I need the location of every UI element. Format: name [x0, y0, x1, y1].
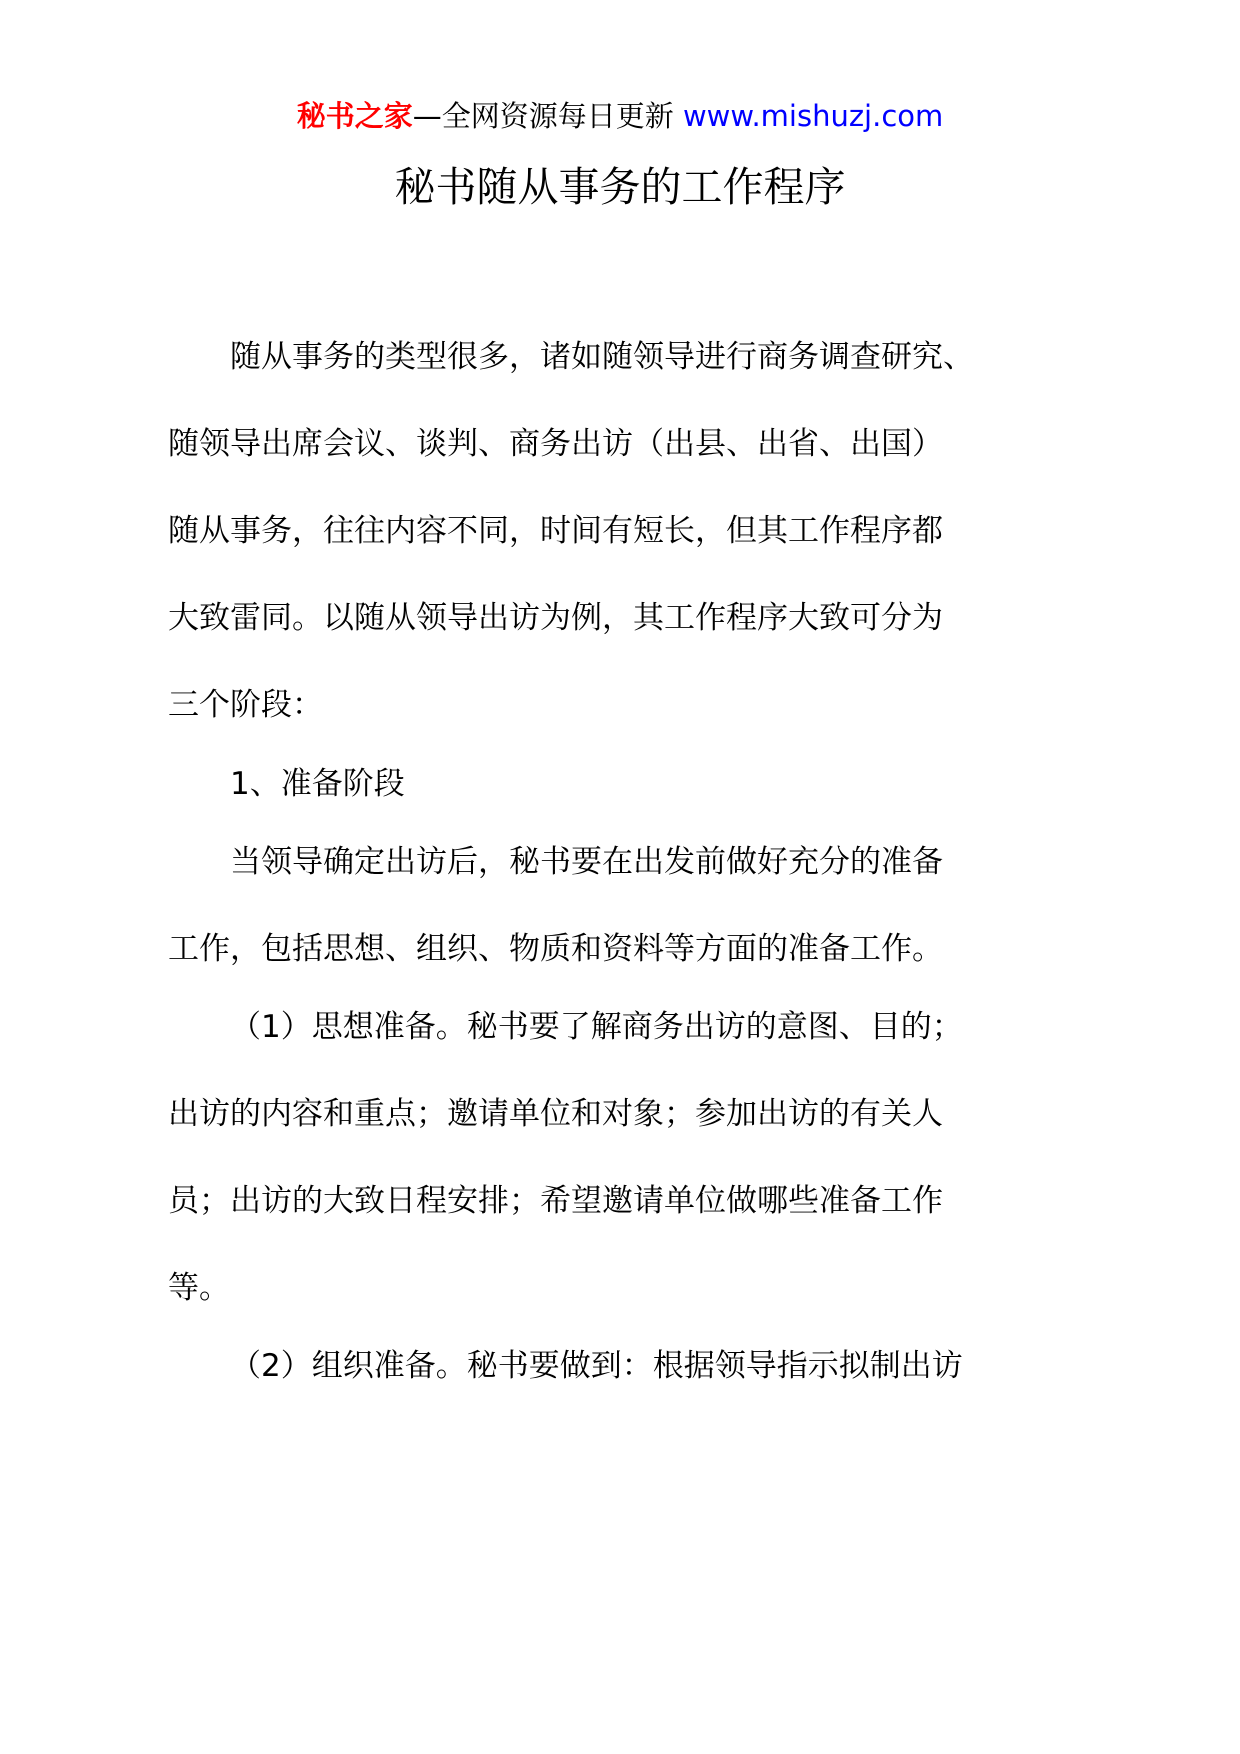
site-brand: 秘书之家	[296, 99, 413, 133]
body-line: 出访的内容和重点；邀请单位和对象；参加出访的有关人	[168, 1096, 943, 1132]
body-line: 随从事务，往往内容不同，时间有短长，但其工作程序都	[168, 513, 943, 549]
document-title: 秘书随从事务的工作程序	[394, 163, 846, 211]
section-heading: 1、准备阶段	[230, 766, 405, 802]
body-line: 大致雷同。以随从领导出访为例，其工作程序大致可分为	[168, 600, 943, 636]
body-line: 等。	[168, 1270, 230, 1306]
site-tagline: —全网资源每日更新	[412, 99, 674, 133]
body-line: 随从事务的类型很多，诸如随领导进行商务调查研究、	[230, 339, 974, 375]
site-header	[0, 98, 1240, 134]
body-line: 随领导出席会议、谈判、商务出访（出县、出省、出国）	[168, 426, 943, 462]
body-line: 工作，包括思想、组织、物质和资料等方面的准备工作。	[168, 931, 943, 967]
body-line: （1）思想准备。秘书要了解商务出访的意图、目的；	[230, 1009, 963, 1045]
body-line: 员；出访的大致日程安排；希望邀请单位做哪些准备工作	[168, 1183, 943, 1219]
body-line: 当领导确定出访后，秘书要在出发前做好充分的准备	[230, 844, 943, 880]
body-line: 三个阶段：	[168, 687, 323, 723]
body-line: （2）组织准备。秘书要做到：根据领导指示拟制出访	[230, 1348, 963, 1384]
site-url-link[interactable]: www.mishuzj.com	[682, 99, 944, 133]
